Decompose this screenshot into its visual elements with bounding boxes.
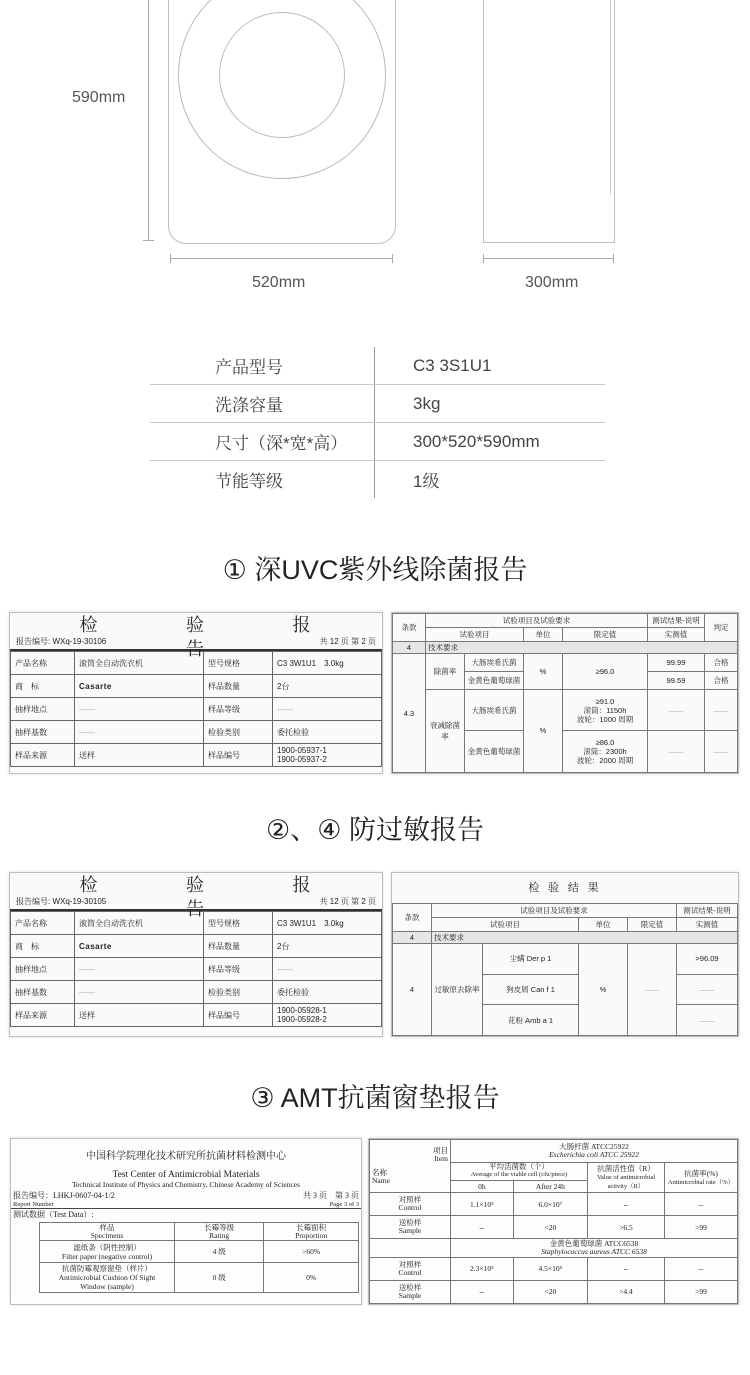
header-text: 样品 <box>99 1222 115 1232</box>
cell <box>563 689 648 731</box>
report-info-table <box>10 651 382 767</box>
cell-label: 检验类别 <box>204 721 273 744</box>
sample-name-en: Filter paper (negative control) <box>61 1251 153 1261</box>
depth-tick-right <box>613 254 614 263</box>
cell: 4 级 <box>175 1241 264 1263</box>
amt-report-card <box>10 1138 362 1305</box>
test-data-label: 测试数据（Test Data）: <box>13 1210 94 1219</box>
limit-line: 波轮：2000 周期 <box>576 756 634 766</box>
name-text-en: Name <box>372 1176 390 1186</box>
sample-name: 抗菌防霉观察窗垫（样片） <box>62 1264 152 1273</box>
header-text-en: Value of antimicrobial activity（R） <box>596 1174 656 1191</box>
header-cell: 条款 <box>393 904 432 932</box>
limit-line: 波轮：1000 周期 <box>576 714 634 724</box>
table-row <box>11 721 382 744</box>
header-text: 平均活菌数（个） <box>489 1162 549 1172</box>
results-title: 检 验 结 果 <box>528 882 602 894</box>
header-text: 抗菌率(%) <box>684 1168 718 1178</box>
table-row <box>40 1223 359 1241</box>
table-row <box>393 628 738 642</box>
report-info-table <box>10 911 382 1027</box>
depth-dimension-line <box>483 258 613 259</box>
cell: ≥96.0 <box>563 654 648 690</box>
cell: —— <box>677 974 738 1005</box>
organism-name: 大肠杆菌 ATCC25922 <box>559 1141 629 1151</box>
table-row <box>11 1004 382 1027</box>
amt-results-table <box>369 1139 738 1304</box>
cell-value: —— <box>273 958 382 981</box>
table-row <box>393 918 738 932</box>
cell-value: C3 3W1U1 3.0kg <box>273 652 382 675</box>
cell: 99.59 <box>648 671 705 689</box>
report-card-allergy <box>9 872 383 1037</box>
header-cell: 试验项目 <box>432 918 579 932</box>
table-row <box>370 1257 738 1280</box>
table-row <box>393 614 738 628</box>
width-label: 520mm <box>252 274 306 291</box>
cell: >96.09 <box>677 944 738 975</box>
report-pages: 共 3 页 第 3 页 <box>303 1191 359 1200</box>
cell-label: 抽样地点 <box>11 698 75 721</box>
cell: —— <box>705 689 738 731</box>
cell: 大肠埃希氏菌 <box>465 689 524 731</box>
cell: 4 <box>393 932 432 944</box>
cell: 尘螨 Der p 1 <box>483 944 579 975</box>
header-text-en: Specimens <box>90 1230 124 1240</box>
height-label: 590mm <box>72 89 126 106</box>
cell-label: 样品数量 <box>204 675 273 698</box>
cell-value: —— <box>75 981 204 1004</box>
section-heading-uvc: ① 深UVC紫外线除菌报告 <box>222 555 528 585</box>
row-label-en: Control <box>398 1203 422 1213</box>
cell: —— <box>648 689 705 731</box>
header-text-en: Rating <box>209 1230 230 1240</box>
sample-number: 1900-05928-2 <box>277 1015 327 1024</box>
depth-tick-left <box>483 254 484 263</box>
org-name-en-sub: Technical Institute of Physics and Chemistry, Chinese Academy of Sciences <box>71 1180 301 1189</box>
cell: >99 <box>665 1280 738 1303</box>
cell-label: 产品名称 <box>11 652 75 675</box>
cell: >6.5 <box>588 1216 665 1239</box>
header-cell: 测试结果-说明 <box>648 614 705 628</box>
cell-label: 产品名称 <box>11 912 75 935</box>
cell: 99.99 <box>648 654 705 672</box>
cell-value: 滚筒全自动洗衣机 <box>75 912 204 935</box>
table-row <box>370 1280 738 1303</box>
cell-value: —— <box>75 958 204 981</box>
spec-value: 300*520*590mm <box>413 431 540 451</box>
cell: 技术要求 <box>426 642 738 654</box>
sample-number: 1900-05937-1 <box>277 746 327 755</box>
cell-value: C3 3W1U1 3.0kg <box>273 912 382 935</box>
header-cell: 限定值 <box>563 628 648 642</box>
table-row <box>393 944 738 975</box>
washer-side-outline <box>483 0 615 243</box>
header-text: 长霉等级 <box>204 1222 235 1232</box>
height-dimension-tick <box>143 240 154 241</box>
organism-header <box>451 1140 738 1163</box>
cell-value: —— <box>75 721 204 744</box>
cell-label: 样品等级 <box>204 698 273 721</box>
sample-number: 1900-05928-1 <box>277 1006 327 1015</box>
spec-key: 产品型号 <box>150 347 375 384</box>
table-row <box>11 698 382 721</box>
cell <box>370 1193 451 1216</box>
limit-line: 滚筒：1150h <box>583 705 627 715</box>
cell: -- <box>451 1280 514 1303</box>
item-text: 项目 <box>433 1146 448 1156</box>
cell: 过敏原去除率 <box>432 944 483 1036</box>
header-cell <box>451 1162 588 1180</box>
spec-row <box>150 423 605 461</box>
row-label-en: Sample <box>398 1226 422 1236</box>
cell-label: 商 标 <box>11 675 75 698</box>
table-row <box>11 675 382 698</box>
row-label-en: Control <box>398 1267 422 1277</box>
table-row <box>40 1263 359 1293</box>
cell-label: 样品数量 <box>204 935 273 958</box>
cell <box>370 1257 451 1280</box>
cell: 金黄色葡萄球菌 <box>465 731 524 773</box>
report-pages-en: Page 3 of 3 <box>329 1201 359 1208</box>
cell: -- <box>451 1216 514 1239</box>
report-number: 报告编号：LHKJ-0607-04-1/2 <box>13 1191 115 1200</box>
sample-name-en: Antimicrobial Cushion Of Sight <box>58 1273 156 1282</box>
table-row <box>370 1193 738 1216</box>
section-heading-allergy: ②、④ 防过敏报告 <box>266 815 484 845</box>
uvc-results-table <box>392 613 738 773</box>
table-row <box>393 642 738 654</box>
cell: 花粉 Amb a 1 <box>483 1005 579 1036</box>
cell: % <box>524 689 563 772</box>
row-label: 对照样 <box>398 1195 422 1205</box>
report-number-en: Report Number <box>13 1201 54 1208</box>
cell: 除菌率 <box>426 654 465 690</box>
cell: —— <box>648 731 705 773</box>
cell-label: 样品等级 <box>204 958 273 981</box>
header-cell: 实测值 <box>677 918 738 932</box>
cell-value: 委托检验 <box>273 981 382 1004</box>
cell-value: —— <box>273 698 382 721</box>
header-cell <box>665 1162 738 1192</box>
report-meta <box>11 1190 361 1201</box>
report-meta-en <box>11 1201 361 1209</box>
cell: 狗皮屑 Can f 1 <box>483 974 579 1005</box>
cell-value: 2台 <box>273 675 382 698</box>
cell: —— <box>628 944 677 1036</box>
cell-label: 检验类别 <box>204 981 273 1004</box>
header-cell: 条款 <box>393 614 426 642</box>
cell-label: 商 标 <box>11 935 75 958</box>
header-cell <box>588 1162 665 1192</box>
spec-row <box>150 347 605 385</box>
organism-name-en: Escherichia coli ATCC 25922 <box>549 1149 639 1159</box>
cell: % <box>579 944 628 1036</box>
organism-name: 金黄色葡萄球菌 ATCC6538 <box>549 1239 639 1249</box>
header-text-en: Proportion <box>295 1230 328 1240</box>
section-heading-amt: ③ AMT抗菌窗垫报告 <box>250 1083 500 1113</box>
spec-key: 节能等级 <box>150 461 375 498</box>
cell: 0 级 <box>175 1263 264 1293</box>
limit-line: 滚筒：2300h <box>583 747 627 757</box>
cell: 0% <box>264 1263 359 1293</box>
header-cell: 单位 <box>579 918 628 932</box>
cell: 6.0×10⁷ <box>513 1193 587 1216</box>
header-cell <box>264 1223 359 1241</box>
table-row <box>40 1241 359 1263</box>
cell: -- <box>588 1257 665 1280</box>
sample-name-en: Window (sample) <box>80 1282 134 1291</box>
height-dimension-line <box>148 0 149 240</box>
cell: 合格 <box>705 671 738 689</box>
cell-label: 抽样基数 <box>11 721 75 744</box>
brand-value: Casarte <box>75 935 204 958</box>
cell: % <box>524 654 563 690</box>
cell-label: 型号规格 <box>204 912 273 935</box>
brand-value: Casarte <box>75 675 204 698</box>
width-tick-right <box>392 254 393 263</box>
cell <box>563 731 648 773</box>
header-cell: 测试结果-说明 <box>677 904 738 918</box>
report-number: 报告编号: WXq-19-30105 <box>16 897 107 906</box>
cell: 4 <box>393 944 432 1036</box>
table-row <box>370 1216 738 1239</box>
cell <box>370 1280 451 1303</box>
report-number: 报告编号: WXq-19-30106 <box>16 637 107 646</box>
width-dimension-line <box>170 258 392 259</box>
table-row <box>393 932 738 944</box>
organism-header <box>451 1239 738 1258</box>
header-text: 抗菌活性值（R） <box>597 1164 655 1174</box>
cell-value: 滚筒全自动洗衣机 <box>75 652 204 675</box>
cell-value: 委托检验 <box>273 721 382 744</box>
cell: <20 <box>513 1280 587 1303</box>
row-label: 送检样 <box>398 1218 422 1228</box>
cell: -- <box>588 1193 665 1216</box>
name-text: 名称 <box>372 1168 387 1178</box>
cell: 技术要求 <box>432 932 738 944</box>
uvc-results-card <box>391 612 739 774</box>
item-text-en: Item <box>434 1154 448 1164</box>
row-label: 对照样 <box>398 1259 422 1269</box>
org-name-en: Test Center of Antimicrobial Materials <box>112 1170 260 1180</box>
cell-value: 送样 <box>75 1004 204 1027</box>
limit-line: ≥91.0 <box>595 696 615 706</box>
corner-header-cell <box>370 1140 451 1193</box>
amt-data-table <box>39 1222 359 1293</box>
report-pages: 共 12 页 第 2 页 <box>319 897 376 906</box>
cell: 1.1×10⁵ <box>451 1193 514 1216</box>
header-text: 长霉面积 <box>296 1222 327 1232</box>
cell: 衰减除菌率 <box>426 689 465 772</box>
report-pages: 共 12 页 第 2 页 <box>319 637 376 646</box>
depth-label: 300mm <box>525 274 579 291</box>
header-cell: 判定 <box>705 614 738 642</box>
header-cell: 0h <box>451 1180 514 1193</box>
report-title: 检 验 报 告 <box>79 875 353 919</box>
header-cell: 限定值 <box>628 918 677 932</box>
header-text-en: Average of the viable cell (cfu/piece) <box>470 1171 568 1179</box>
org-name-cn: 中国科学院理化技术研究所抗菌材料检测中心 <box>86 1151 286 1162</box>
spec-value: C3 3S1U1 <box>413 355 492 375</box>
header-cell: 试验项目 <box>426 628 524 642</box>
header-cell: 单位 <box>524 628 563 642</box>
sample-name: 滤纸条（阴性控制） <box>73 1242 141 1252</box>
cell: >99 <box>665 1216 738 1239</box>
cell: 4.5×10⁵ <box>513 1257 587 1280</box>
spec-value: 1级 <box>413 472 440 491</box>
limit-line: ≥86.0 <box>595 738 615 748</box>
cell-label: 样品编号 <box>204 1004 273 1027</box>
cell <box>370 1239 451 1258</box>
cell-label: 抽样基数 <box>11 981 75 1004</box>
cell-label: 样品来源 <box>11 1004 75 1027</box>
spec-table <box>150 347 605 498</box>
cell: 合格 <box>705 654 738 672</box>
sample-number: 1900-05937-2 <box>277 755 327 764</box>
item-header <box>372 1147 448 1163</box>
cell <box>40 1263 175 1293</box>
allergy-results-table <box>392 903 738 1036</box>
report-card-uvc <box>9 612 383 774</box>
table-row <box>11 981 382 1004</box>
cell: 4.3 <box>393 654 426 773</box>
width-tick-left <box>170 254 171 263</box>
cell-value: —— <box>75 698 204 721</box>
cell-value <box>273 744 382 767</box>
table-row <box>393 654 738 672</box>
washer-side-detail-line <box>610 0 611 195</box>
row-label: 送检样 <box>398 1282 422 1292</box>
cell-value <box>273 1004 382 1027</box>
table-row <box>370 1140 738 1163</box>
header-cell: After 24h <box>513 1180 587 1193</box>
amt-results-card <box>368 1138 739 1305</box>
cell-value: 送样 <box>75 744 204 767</box>
table-row <box>11 935 382 958</box>
cell: 4 <box>393 642 426 654</box>
cell <box>370 1216 451 1239</box>
header-cell: 实测值 <box>648 628 705 642</box>
table-row <box>393 904 738 918</box>
cell-label: 型号规格 <box>204 652 273 675</box>
header-cell: 试验项目及试验要求 <box>426 614 648 628</box>
spec-value: 3kg <box>413 393 441 413</box>
cell <box>40 1241 175 1263</box>
cell-label: 样品来源 <box>11 744 75 767</box>
row-label-en: Sample <box>398 1290 422 1300</box>
spec-row <box>150 461 605 498</box>
cell-value: 2台 <box>273 935 382 958</box>
cell: >4.4 <box>588 1280 665 1303</box>
cell: 大肠埃希氏菌 <box>465 654 524 672</box>
cell: 金黄色葡萄球菌 <box>465 671 524 689</box>
cell-label: 抽样地点 <box>11 958 75 981</box>
name-header <box>372 1169 448 1185</box>
header-cell: 试验项目及试验要求 <box>432 904 677 918</box>
cell: —— <box>705 731 738 773</box>
spec-key: 尺寸（深*宽*高） <box>150 423 375 460</box>
cell: -- <box>665 1193 738 1216</box>
cell: >60% <box>264 1241 359 1263</box>
cell: 2.3×10⁵ <box>451 1257 514 1280</box>
header-text-en: Antimicrobial rate（%） <box>667 1178 735 1186</box>
table-row <box>11 958 382 981</box>
cell: -- <box>665 1257 738 1280</box>
header-cell <box>175 1223 264 1241</box>
cell: <20 <box>513 1216 587 1239</box>
cell-label: 样品编号 <box>204 744 273 767</box>
table-row <box>11 744 382 767</box>
report-title: 检 验 报 告 <box>79 615 353 659</box>
washer-door-inner-ring <box>219 12 345 138</box>
spec-row <box>150 385 605 423</box>
table-row <box>393 689 738 731</box>
header-cell <box>40 1223 175 1241</box>
cell: —— <box>677 1005 738 1036</box>
spec-key: 洗涤容量 <box>150 385 375 422</box>
allergy-results-card <box>391 872 739 1037</box>
table-row <box>370 1239 738 1258</box>
organism-name-en: Staphylococcus aureus ATCC 6538 <box>541 1247 647 1257</box>
